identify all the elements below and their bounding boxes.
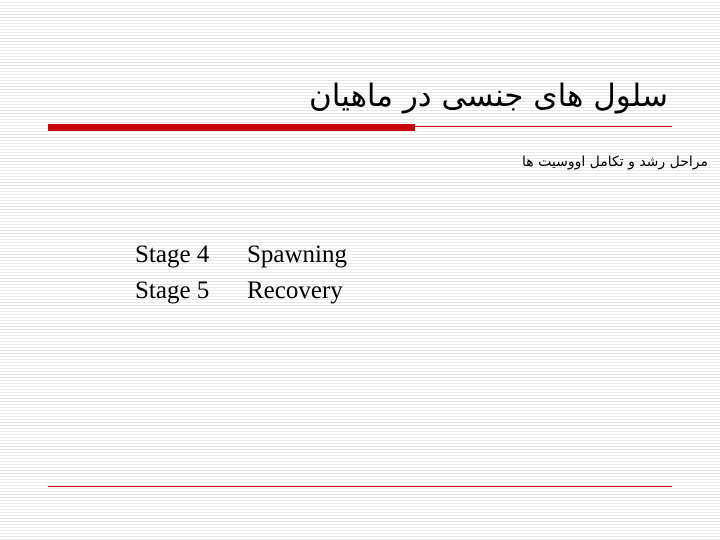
slide-subtitle: مراحل رشد و تکامل اووسیت ها	[522, 154, 708, 170]
stage-item	[135, 237, 347, 273]
stage-item	[135, 273, 347, 309]
stage-list	[135, 237, 347, 309]
slide-title: سلول های جنسی در ماهیان	[309, 78, 668, 114]
title-rule-thick	[48, 124, 415, 131]
stage-number: Stage 4	[135, 241, 210, 268]
stage-name: Spawning	[247, 241, 347, 268]
stage-name: Recovery	[247, 277, 343, 304]
title-rule-thin	[415, 126, 672, 127]
stage-number: Stage 5	[135, 277, 210, 304]
footer-rule	[48, 486, 672, 487]
